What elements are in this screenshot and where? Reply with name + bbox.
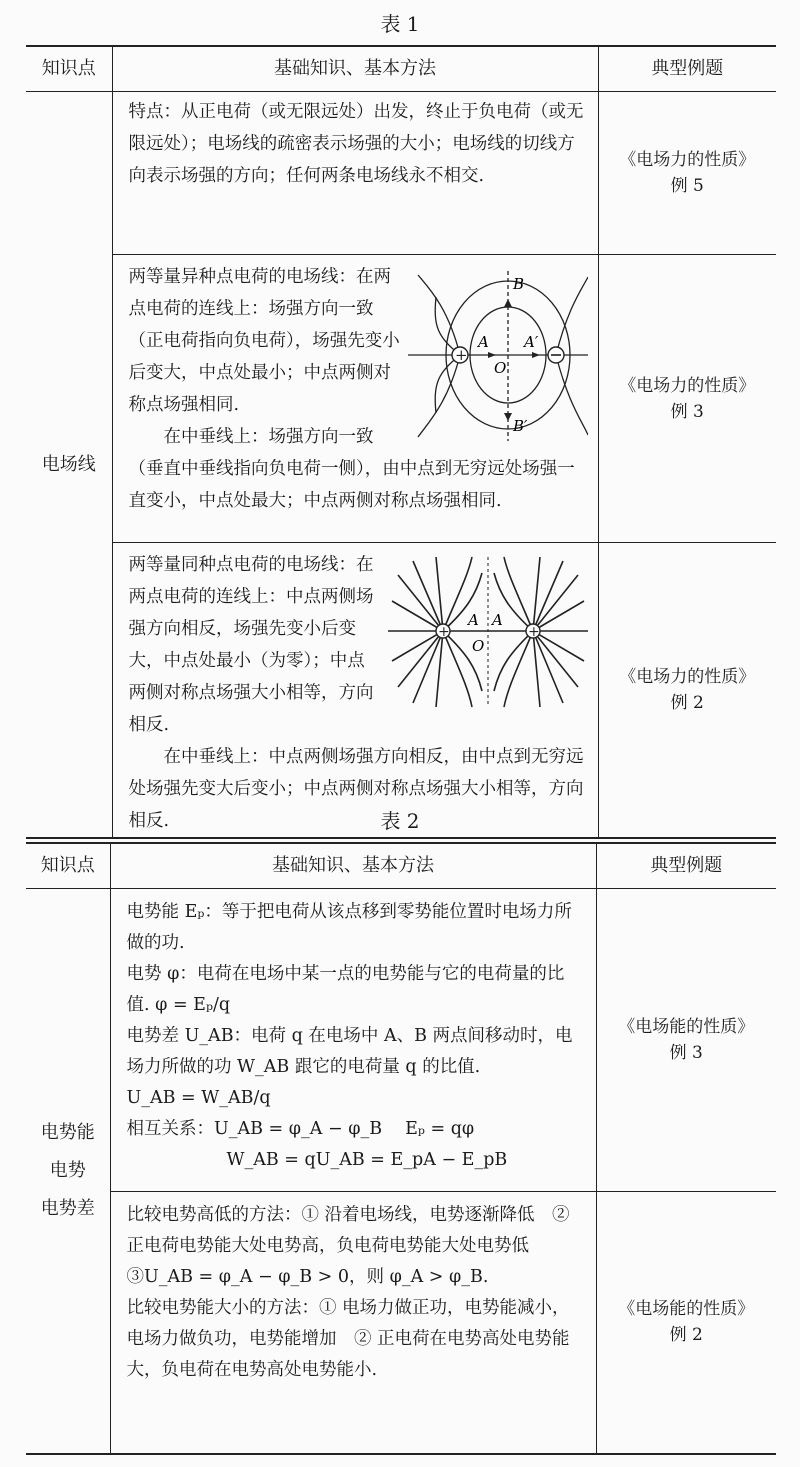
potential-difference-def: 电势差 U_AB：电荷 q 在电场中 A、B 两点间移动时，电场力所做的功 W_AB 跟它的电荷量 q 的比值.	[126, 1026, 573, 1077]
table1-row-3	[26, 543, 776, 839]
header-topic: 知识点	[26, 46, 112, 92]
label-a-prime: A′	[523, 333, 538, 351]
header-examples: 典型例题	[598, 46, 776, 92]
example-number: 例 5	[670, 176, 704, 196]
header-basics: 基础知识、基本方法	[110, 843, 596, 889]
svg-text:+: +	[527, 624, 540, 640]
example-number: 例 3	[670, 401, 704, 422]
table2	[26, 842, 776, 1455]
table1-header-row	[26, 46, 776, 92]
compare-potential-method: 比较电势高低的方法：① 沿着电场线，电势逐渐降低 ② 正电荷电势能大处电势高，负电荷电势能大处电势低 ③U_AB = φ_A − φ_B > 0，则 φ_A > φ_B.	[126, 1205, 570, 1287]
label-b: B	[512, 275, 524, 293]
svg-text:+: +	[454, 346, 468, 364]
table2-row-1	[26, 889, 776, 1192]
like-charges-field-diagram	[388, 555, 588, 715]
header-basics: 基础知识、基本方法	[112, 46, 598, 92]
table1-caption: 表 1	[380, 12, 420, 36]
example-title: 《电场力的性质》	[619, 667, 756, 687]
table1	[26, 45, 776, 839]
basics-cell	[112, 255, 598, 543]
example-title: 《电场能的性质》	[618, 1299, 755, 1320]
example-cell	[598, 543, 776, 839]
basics-cell	[112, 543, 598, 839]
table2-caption: 表 2	[380, 809, 420, 833]
table1-row-1	[26, 92, 776, 255]
potential-energy-def: 电势能 Eₚ：等于把电荷从该点移到零势能位置时电场力所做的功.	[126, 902, 572, 953]
example-cell	[596, 889, 776, 1192]
label-o: O	[471, 637, 484, 655]
basics-cell	[110, 1192, 596, 1454]
example-cell	[598, 255, 776, 543]
potential-def: 电势 φ：电荷在电场中某一点的电势能与它的电荷量的比值. φ = Eₚ/q	[126, 964, 565, 1015]
row1-text: 特点：从正电荷（或无限远处）出发，终止于负电荷（或无限远处）；电场线的疏密表示场强的大小；电场线的切线方向表示场强的方向；任何两条电场线永不相交.	[128, 102, 584, 186]
example-title: 《电场能的性质》	[618, 1017, 755, 1037]
formula-uab: U_AB = W_AB/q	[126, 1088, 271, 1108]
basics-cell	[110, 889, 596, 1192]
topic-line: 电势能	[40, 1121, 95, 1143]
example-cell	[596, 1192, 776, 1454]
relations-2: W_AB = qU_AB = E_pA − E_pB	[226, 1150, 508, 1170]
header-topic: 知识点	[26, 843, 110, 889]
compare-energy-method: 比较电势能大小的方法：① 电场力做正功，电势能减小，电场力做负功，电势能增加 ② 正电荷在电势高处电势能大，负电荷在电势高处电势能小.	[126, 1298, 570, 1380]
label-b-prime: B′	[512, 417, 527, 435]
example-number: 例 2	[669, 1325, 703, 1346]
example-title: 《电场力的性质》	[619, 375, 756, 396]
example-title: 《电场力的性质》	[619, 150, 756, 170]
table1-row-2	[26, 255, 776, 543]
topic-line: 电势	[49, 1159, 86, 1181]
row3-text2: 在中垂线上：中点两侧场强方向相反，由中点到无穷远处场强先变大后变小；中点两侧对称点场强大小相等，方向相反.	[128, 747, 584, 831]
label-a-right: A	[491, 611, 503, 629]
example-cell	[598, 92, 776, 255]
example-number: 例 2	[670, 693, 704, 713]
header-examples: 典型例题	[596, 843, 776, 889]
label-a-left: A	[467, 611, 479, 629]
label-a: A	[477, 333, 489, 351]
basics-cell	[112, 92, 598, 255]
relations: 相互关系：U_AB = φ_A − φ_B Eₚ = qφ	[126, 1119, 475, 1139]
row2-text2: 在中垂线上：场强方向一致（垂直中垂线指向负电荷一侧），由中点到无穷远处场强一直变小，中点处最大；中点两侧对称点场强相同.	[128, 427, 575, 511]
label-o: O	[493, 359, 506, 377]
topic-cell	[26, 889, 110, 1454]
table2-header-row	[26, 843, 776, 889]
row2-text: 两等量异种点电荷的电场线：在两点电荷的连线上：场强方向一致（正电荷指向负电荷），场强先变小后变大，中点处最小；中点两侧对称点场强相同.	[128, 267, 400, 415]
topic-cell: 电场线	[26, 92, 112, 839]
svg-text:+: +	[437, 624, 450, 640]
opposite-charges-field-diagram	[408, 267, 588, 445]
table2-row-2	[26, 1192, 776, 1454]
row3-text: 两等量同种点电荷的电场线：在两点电荷的连线上：中点两侧场强方向相反，场强先变小后变大，中点处最小（为零）；中点两侧对称点场强大小相等，方向相反.	[128, 555, 374, 735]
topic-line: 电势差	[40, 1197, 95, 1219]
example-number: 例 3	[669, 1043, 703, 1063]
